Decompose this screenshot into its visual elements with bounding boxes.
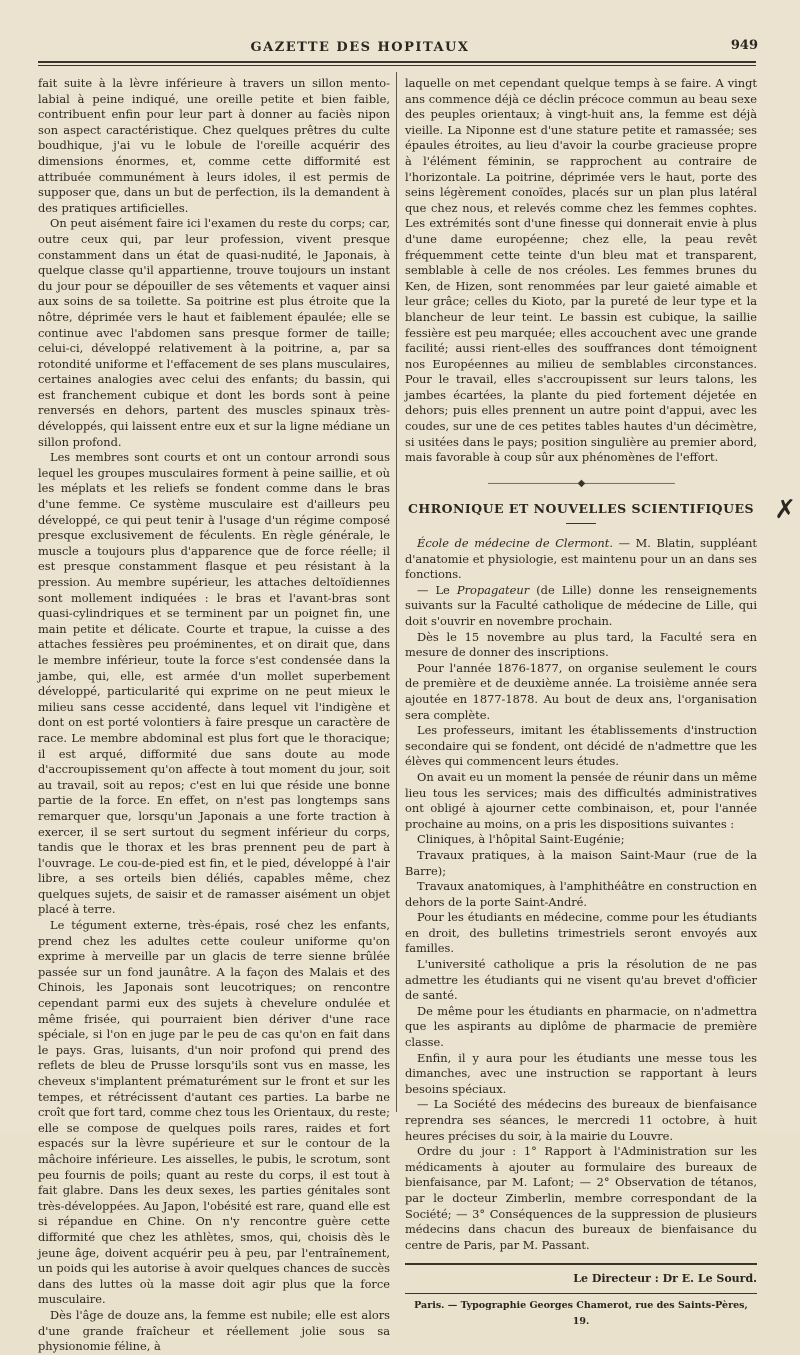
right-column [405, 76, 757, 1329]
header-rule-thin [38, 65, 756, 66]
news-item [405, 583, 757, 630]
paragraph: Ordre du jour : 1° Rapport à l'Administration sur les médicaments à ajouter au formulaire des bureaux de bienfaisance, par M. Lafont; — 2° Observation de tétanos, par le docteur Zimberlin, membre correspondant de la Société; — 3° Conséquences de la suppression de plusieurs médecins dans chacun des bureaux de bienfaisance du centre de Paris, par M. Passant. [405, 1144, 757, 1252]
news-item-text: — M. Blatin, suppléant d'anatomie et physiologie, est maintenu pour un an dans ses fonctions. [405, 536, 757, 582]
journal-name: Propagateur [456, 582, 530, 597]
paragraph: Cliniques, à l'hôpital Saint-Eugénie; [417, 832, 625, 847]
section-rule [566, 523, 596, 524]
paragraph: Les professeurs, imitant les établissements d'instruction secondaire qui se fondent, ont décidé de n'admettre que les élèves qui commencent leurs études. [405, 723, 757, 769]
news-item [405, 536, 757, 583]
paragraph: fait suite à la lèvre inférieure à travers un sillon mento-labial à peine indiqué, une oreille petite et bien faible, contribuent enfin pour leur part à donner au faciès nipon son aspect caractéristique. Chez quelques prêtres du culte boudhique, j'ai vu le lobule de l'oreille acquérir des dimensions énormes, et, comme cette difformité est attribuée communément à leurs idoles, il est permis de supposer que, dans un but de perfection, ils la demandent à des pratiques artificielles. [38, 76, 390, 215]
paragraph: — La Société des médecins des bureaux de bienfaisance reprendra ses séances, le mercredi 11 octobre, à huit heures précises du soir, à la mairie du Louvre. [405, 1097, 757, 1143]
paragraph: Pour l'année 1876-1877, on organise seulement le cours de première et de deuxième année. La troisième année sera ajoutée en 1877-1878. Au bout de deux ans, l'organisation sera complète. [405, 660, 757, 722]
directeur-signature: Le Directeur : Dr E. Le Sourd. [573, 1272, 757, 1286]
paragraph: Dès l'âge de douze ans, la femme est nubile; elle est alors d'une grande fraîcheur et réellement jolie sous sa physionomie féline, à [38, 1307, 390, 1354]
page-header [40, 38, 760, 60]
paragraph: Pour les étudiants en médecine, comme pour les étudiants en droit, des bulletins trimestriels seront envoyés aux familles. [405, 910, 757, 956]
paragraph: Enfin, il y aura pour les étudiants une messe tous les dimanches, avec une instruction se rapportant à leurs besoins spéciaux. [405, 1050, 757, 1096]
imprint-rule [405, 1293, 757, 1294]
column-divider [396, 72, 397, 1112]
paragraph: L'université catholique a pris la résolution de ne pas admettre les étudiants qui ne visent qu'au brevet d'officier de santé. [405, 957, 757, 1003]
paragraph: De même pour les étudiants en pharmacie, on n'admettra que les aspirants au diplôme de pharmacie de première classe. [405, 1003, 757, 1050]
news-item-text: (de Lille) donne les renseignements suivants sur la Faculté catholique de médecine de Lille, qui doit s'ouvrir en novembre prochain. [405, 582, 757, 628]
footer-rule [405, 1263, 757, 1265]
journal-title: GAZETTE DES HOPITAUX [250, 40, 470, 55]
news-item-prefix: — Le [417, 582, 457, 597]
paragraph: Les membres sont courts et ont un contour arrondi sous lequel les groupes musculaires forment à peine saillie, et où les méplats et les reliefs se fondent comme dans le bras d'une femme. Ce système musculaire est d'ailleurs peu développé, ce qui peut tenir à l'usage d'un régime composé presque exclusivement de féculents. En règle générale, le muscle a toujours plus d'apparence que de force réelle; il est presque constamment flasque et peu résistant à la pression. Au membre supérieur, les attaches deltoïdiennes sont mollement indiquées : le bras et l'avant-bras sont quasi-cylindriques et se terminent par un poignet fin, une main petite et délicate. Courte et trapue, la cuisse a des attaches fessières peu proéminentes, et on dirait que, dans le membre inférieur, toute la force s'est condensée dans la jambe, qui, elle, est armée d'un mollet superbement développé, particularité qui exprime on ne peut mieux le milieu sans cesse accidenté, dans lequel vit l'indigène et dont on est porté volontiers à faire presque un caractère de race. Le membre abdominal est plus fort que le thoracique; il est arqué, difformité due sans doute au mode d'accroupissement qu'on affecte à tout moment du jour, soit au travail, soit au repos; c'est en lui que réside une bonne partie de la force. En effet, on n'est pas longtemps sans remarquer que, lorsqu'un Japonais a une forte traction à exercer, il se sert surtout du segment inférieur du corps, tandis que le thorax et les bras prennent peu de part à l'ouvrage. Le cou-de-pied est fin, et le pied, développé à l'air libre, a ses orteils bien déliés, capables même, chez quelques sujets, de saisir et de ramasser aisément un objet placé à terre. [38, 450, 390, 917]
paragraph: Dès le 15 novembre au plus tard, la Faculté sera en mesure de donner des inscriptions. [405, 629, 757, 660]
paragraph: On avait eu un moment la pensée de réunir dans un même lieu tous les services; mais des difficultés administratives ont obligé à ajourner cette combinaison, et, pour l'année prochaine au moins, on a pris les dispositions suivantes : [405, 769, 757, 831]
pin-icon: ✗ [774, 495, 796, 525]
paragraph: On peut aisément faire ici l'examen du reste du corps; car, outre ceux qui, par leur profession, vivent presque constamment dans un état de quasi-nudité, le Japonais, à quelque classe qu'il appartienne, trouve toujours un instant du jour pour se dépouiller de ses vêtements et vaquer ainsi aux soins de sa toilette. Sa poitrine est plus étroite que la nôtre, déprimée vers le haut et faiblement épaulée; elle se continue avec l'abdomen sans presque former de taille; celui-ci, développé relativement à la poitrine, a, par sa rotondité uniforme et l'effacement de ses plans musculaires, certaines analogies avec celui des enfants; du bassin, qui est franchement cubique et dont les bords sont à peine renversés en dehors, partent des muscles spinaux très-développés, qui laissent entre eux et sur la ligne médiane un sillon profond. [38, 216, 390, 449]
printer-imprint: Paris. — Typographie Georges Chamerot, rue des Saints-Pères, 19. [414, 1299, 748, 1327]
paragraph: laquelle on met cependant quelque temps à se faire. A vingt ans commence déjà ce déclin précoce commun au beau sexe des peuples orientaux; à vingt-huit ans, la femme est déjà vieille. La Niponne est d'une stature petite et ramassée; ses épaules étroites, au lieu d'avoir la courbe gracieuse propre à l'élément féminin, se rapprochent au contraire de l'horizontale. La poitrine, déprimée vers le haut, porte des seins légèrement conoïdes, placés sur un plan plus latéral que chez nous, et relevés comme chez les femmes cophtes. Les extrémités sont d'une finesse qui donnerait envie à plus d'une dame européenne; chez elle, la peau revêt fréquemment cette teinte d'un bleu mat et transparent, semblable à celle de nos créoles. Les femmes brunes du Ken, de Hizen, sont renommées par leur gaieté aimable et leur grâce; celles du Kioto, par la pureté de leur type et la blancheur de leur teint. Le bassin est cubique, la saillie fessière est peu marquée; elles accouchent avec une grande facilité; aussi rient-elles des souffrances dont témoignent nos Européennes au milieu de semblables circonstances. Pour le travail, elles s'accroupissent sur leurs talons, les jambes écartées, la plante du pied fortement déjetée en dehors; puis elles prennent un autre point d'appui, avec les coudes, sur une de ces petites tables hautes d'un décimètre, si usitées dans le pays; position singulière au premier abord, mais favorable à coup sûr aux phénomènes de l'effort. [405, 76, 757, 465]
header-rule [38, 61, 756, 63]
page-number: 949 [730, 38, 758, 53]
news-item-title: École de médecine de Clermont. [417, 536, 613, 551]
paragraph: Le tégument externe, très-épais, rosé chez les enfants, prend chez les adultes cette couleur uniforme qu'on exprime à merveille par un glacis de terre sienne brûlée passée sur un fond jaunâtre. A la façon des Malais et des Chinois, les Japonais sont leucotriques; on rencontre cependant parmi eux des sujets à chevelure ondulée et même frisée, qui pourraient bien dériver d'une race spéciale, si l'on en juge par le peu de cas qu'on en fait dans le pays. Gras, luisants, d'un noir profond qui prend des reflets de bleu de Prusse lorsqu'ils sont vus en masse, les cheveux s'implantent prématurément sur le front et sur les tempes, et rétrécissent d'autant ces parties. La barbe ne croît que fort tard, comme chez tous les Orientaux, du reste; elle se compose de quelques poils rares, raides et fort espacés sur la lèvre supérieure et sur le contour de la mâchoire inférieure. Les aisselles, le pubis, le scrotum, sont peu fournis de poils; quant au reste du corps, il est tout à fait glabre. Dans les deux sexes, les parties génitales sont très-développées. Au Japon, l'obésité est rare, quand elle est si répandue en Chine. On n'y rencontre guère cette difformité que chez les athlètes, smos, qui, choisis dès le jeune âge, doivent acquérir peu à peu, par l'entraînement, un poids qui les autorise à avoir quelques chances de succès dans des luttes où la masse doit agir plus que la force musculaire. [38, 918, 390, 1307]
paragraph: Travaux pratiques, à la maison Saint-Maur (rue de la Barre); [405, 847, 757, 878]
ornament-divider: ——————————◆—————————— [487, 477, 675, 489]
left-column [38, 76, 390, 1355]
section-title: CHRONIQUE ET NOUVELLES SCIENTIFIQUES [407, 501, 755, 517]
paragraph: Travaux anatomiques, à l'amphithéâtre en construction en dehors de la porte Saint-André. [405, 879, 757, 909]
